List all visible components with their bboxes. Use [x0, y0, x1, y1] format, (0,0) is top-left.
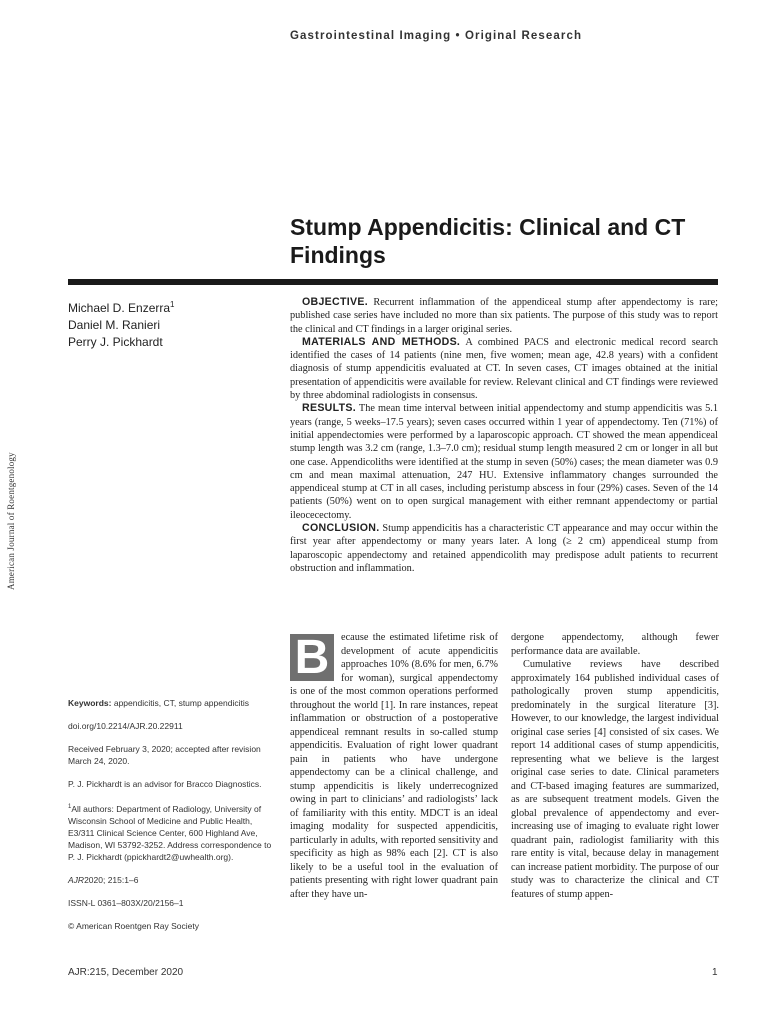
abstract — [290, 296, 718, 575]
received-dates: Received February 3, 2020; accepted after revision March 24, 2020. — [68, 744, 261, 766]
running-head: Gastrointestinal Imaging • Original Research — [290, 30, 583, 42]
article-title: Stump Appendicitis: Clinical and CT Findings — [290, 214, 686, 268]
footer-journal-issue: AJR:215, December 2020 — [68, 967, 184, 978]
body-paragraph: ecause the estimated lifetime risk of development of acute appendicitis approaches 10% (8.6% for men, 6.7% for woman), surgical appendectomy is one of the most common operations performed throughout the world [1]. In rare instances, repeat inflammation or obstruction of a postoperative appendiceal remnant results in so-called stump appendicitis. Evaluation of right lower quadrant pain in patients who have undergone appendectomy can be a clinical challenge, and stump appendicitis is likely underrecognized owing in part to clinicians’ and radiologists’ lack of familiarity with this entity. MDCT is an ideal imaging modality for suspected appendicitis, particularly in adults, with reported sensitivity and specificity as high as 98% each [2]. CT is also likely to be a useful tool in the evaluation of patients presenting with right lower quadrant pain after they have un- — [290, 632, 498, 900]
abstract-methods: MATERIALS AND METHODS. A combined PACS and electronic medical record search identified the cases of 14 patients (nine men, five women; mean age, 42.8 years) with a confident diagnosis of stump appendicitis evaluated at CT. In seven cases, CT images obtained at the initial presentation of appendicitis were available for review. Relevant clinical and CT findings were reviewed by three abdominal radiologists in consensus. — [290, 335, 718, 402]
abstract-objective: OBJECTIVE. Recurrent inflammation of the appendiceal stump after appendectomy is rare; published case series have included no more than six patients. The purpose of this study was to report the clinical and CT findings in a larger original series. — [290, 296, 718, 335]
journal-side-label: American Journal of Roentgenology — [6, 452, 16, 590]
author-list — [68, 296, 175, 351]
abstract-results: RESULTS. The mean time interval between initial appendectomy and stump appendicitis was 5.1 years (range, 5 weeks–17.5 years); seven cases occurred within 1 year of appendectomy. Ten (71%) of initial appendectomies were performed by a laparoscopic approach. CT showed the mean appendiceal stump length was 3.2 cm (range, 1.3–7.0 cm); residual stump length measured 2 cm or longer in all but one case. Appendicoliths were identified at the stump in seven (50%) cases; the mean diameter was 0.9 cm and mean maximal attenuation, 247 HU. Extensive inflammatory changes surrounded the appendiceal stump at CT in all cases, including peristump abscess in four (29%) cases. Seven of the 14 patients (50%) went on to open surgical management with either remnant appendectomy or partial ileocecectomy. — [290, 402, 718, 521]
article-info-sidebar — [68, 697, 273, 943]
abstract-conclusion: CONCLUSION. Stump appendicitis has a characteristic CT appearance and may occur within the first year after appendectomy or many years later. A long (≥ 2 cm) appendiceal stump from laparoscopic appendectomy and retained appendicolith may predispose adult patients to recurrent obstruction and inflammation. — [290, 522, 719, 574]
body-paragraph: dergone appendectomy, although fewer performance data are available. — [511, 632, 719, 657]
title-rule — [68, 279, 718, 285]
body-column-right — [511, 631, 719, 901]
keywords: Keywords: appendicitis, CT, stump appendicitis — [68, 698, 249, 708]
page-number: 1 — [712, 967, 718, 978]
affiliation: $^1$All authors: Department of Radiology, University of Wisconsin School of Medicine and Public Health, E3/311 Clinical Science Center, 600 Highland Ave, Madison, WI 53792-3252. Address correspondence to P. J. Pickhardt (ppickhardt2@uwhealth.org). — [68, 803, 272, 862]
author: Michael D. Enzerra$^1$ — [68, 300, 175, 315]
author: Daniel M. Ranieri — [68, 318, 161, 332]
citation: AJR2020; 215:1–6 — [68, 874, 139, 885]
copyright: © American Roentgen Ray Society — [68, 920, 199, 931]
body-paragraph: Cumulative reviews have described approximately 164 published individual cases of pathologically proven stump appendicitis, predominately in the surgical literature [3]. However, to our knowledge, the largest individual original case series [4] consisted of six cases. We report 14 additional cases of stump appendicitis, representing what we believe is the largest original case series to date. Clinical parameters and CT-based imaging features are summarized, as are subsequent treatment models. Given the global prevalence of appendectomy and ever-increasing use of imaging to evaluate right lower quadrant pain, radiologist familiarity with this rare entity is vital, because delay in management can increase patient morbidity. The purpose of our study was to characterize the clinical and CT features of stump appen- — [511, 659, 719, 900]
body-column-left — [290, 631, 498, 901]
disclosure: P. J. Pickhardt is an advisor for Bracco Diagnostics. — [68, 779, 262, 789]
issn: ISSN-L 0361–803X/20/2156–1 — [68, 897, 184, 908]
drop-cap: B — [290, 634, 334, 681]
author: Perry J. Pickhardt — [68, 335, 163, 349]
doi[interactable]: doi.org/10.2214/AJR.20.22911 — [68, 721, 183, 731]
